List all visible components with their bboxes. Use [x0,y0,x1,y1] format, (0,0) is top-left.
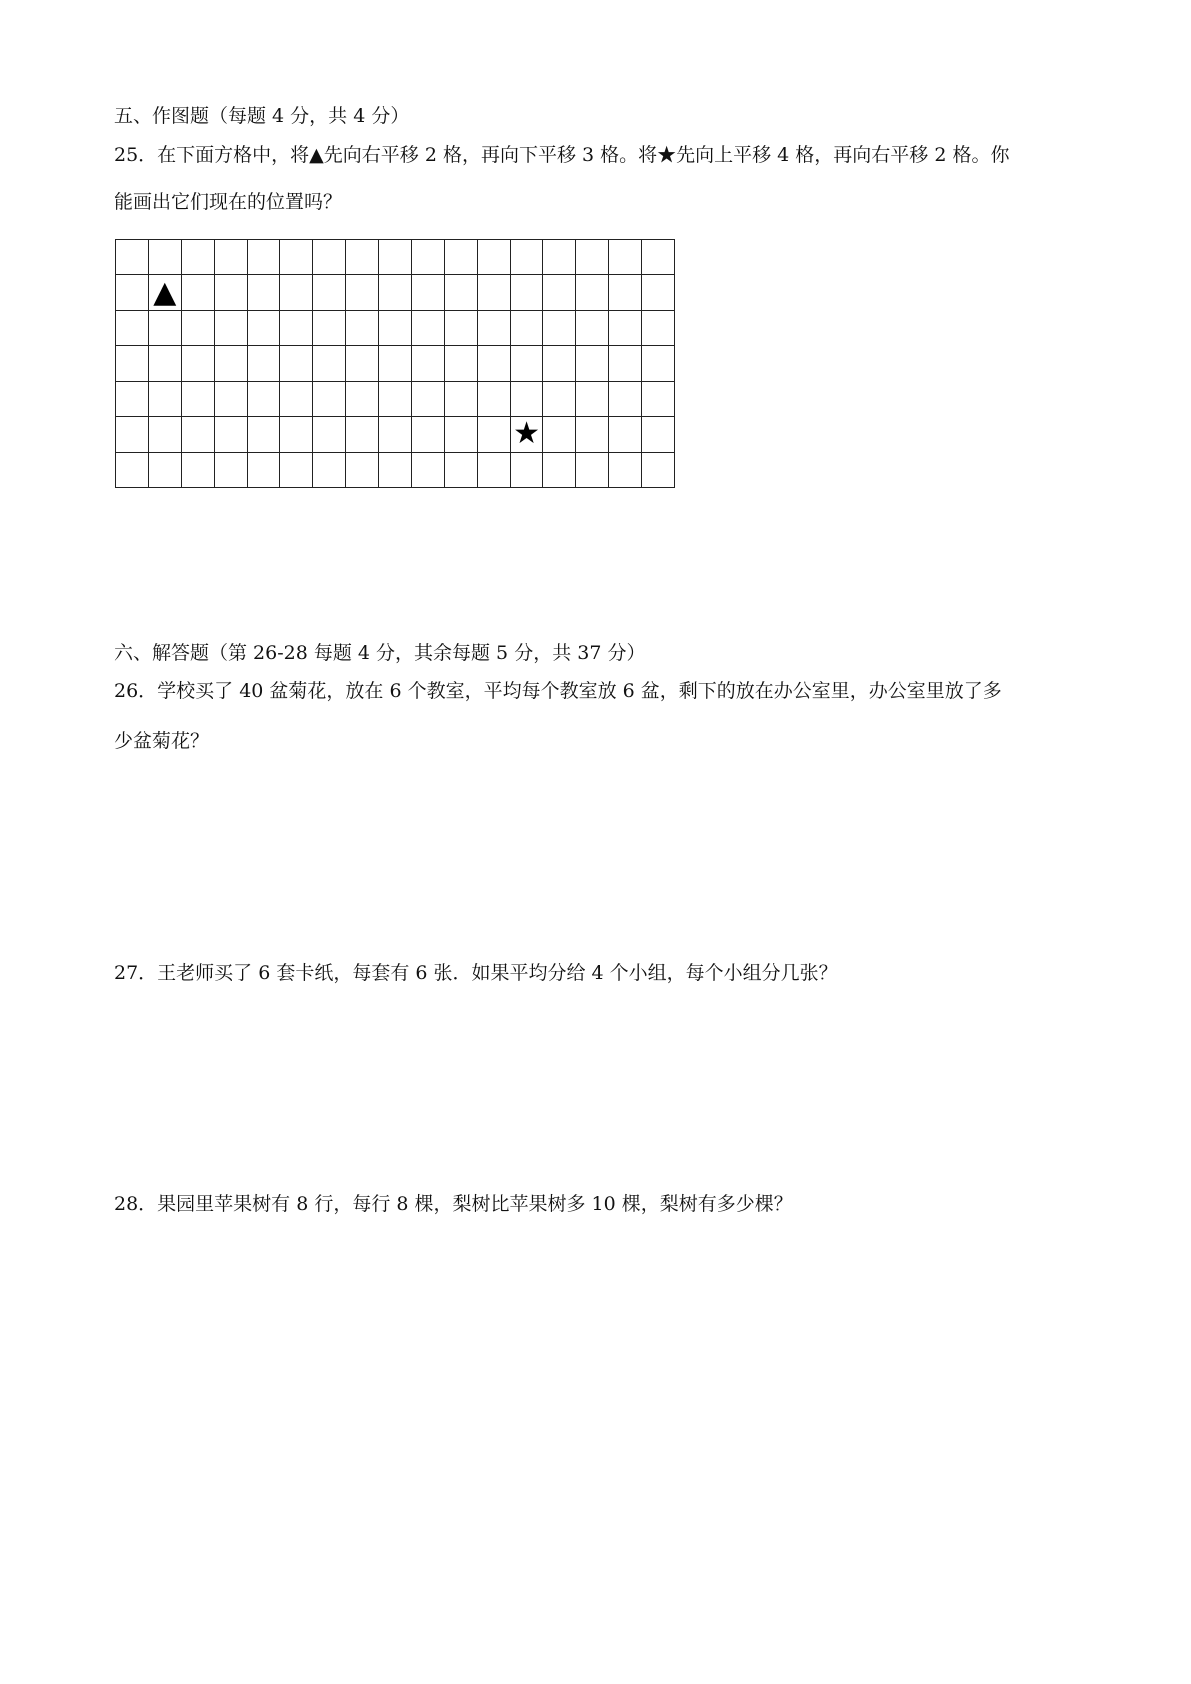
grid-cell[interactable] [280,311,313,346]
grid-cell[interactable] [346,311,379,346]
grid-cell[interactable] [511,417,544,452]
grid-cell[interactable] [609,275,642,310]
grid-cell[interactable] [576,311,609,346]
grid-cell[interactable] [215,275,248,310]
grid-cell[interactable] [412,346,445,381]
grid-cell[interactable] [478,453,511,488]
grid-cell[interactable] [445,275,478,310]
grid-cell[interactable] [346,240,379,275]
grid-cell[interactable] [116,346,149,381]
grid-cell[interactable] [543,311,576,346]
grid-cell[interactable] [511,240,544,275]
grid-cell[interactable] [478,311,511,346]
grid-cell[interactable] [346,346,379,381]
grid-cell[interactable] [478,346,511,381]
grid-cell[interactable] [511,275,544,310]
grid-cell[interactable] [445,417,478,452]
grid-cell[interactable] [511,382,544,417]
grid-cell[interactable] [248,417,281,452]
grid-cell[interactable] [642,346,675,381]
grid-cell[interactable] [445,453,478,488]
grid-cell[interactable] [280,453,313,488]
grid-cell[interactable] [642,240,675,275]
grid-cell[interactable] [149,240,182,275]
section-5-heading: 五、作图题（每题 4 分，共 4 分） [114,105,410,127]
grid-cell[interactable] [313,240,346,275]
grid-cell[interactable] [412,382,445,417]
grid-cell[interactable] [346,453,379,488]
star-shape: ★ [513,417,540,452]
grid-cell[interactable] [313,417,346,452]
grid-cell[interactable] [478,240,511,275]
grid-cell[interactable] [248,382,281,417]
grid-cell[interactable] [412,311,445,346]
grid-cell[interactable] [149,346,182,381]
grid-cell[interactable] [116,382,149,417]
grid-cell[interactable] [642,275,675,310]
question-27-text: 27．王老师买了 6 套卡纸，每套有 6 张．如果平均分给 4 个小组，每个小组分几张？ [114,962,838,984]
grid-cell[interactable] [215,346,248,381]
question-25-text-line-1: 25．在下面方格中，将▲先向右平移 2 格，再向下平移 3 格。将★先向上平移 4 格，再向右平移 2 格。你 [114,144,1010,166]
grid-cell[interactable] [609,346,642,381]
grid-cell[interactable] [248,346,281,381]
grid-cell[interactable] [215,453,248,488]
grid-cell[interactable] [280,346,313,381]
grid-cell[interactable] [576,382,609,417]
grid-cell[interactable] [149,453,182,488]
grid-cell[interactable] [379,240,412,275]
grid-cell[interactable] [116,275,149,310]
grid-cell[interactable] [248,275,281,310]
grid-cell[interactable] [445,346,478,381]
grid-cell[interactable] [149,311,182,346]
grid-cell[interactable] [609,311,642,346]
grid-cell[interactable] [182,240,215,275]
grid-cell[interactable] [280,240,313,275]
grid-cell[interactable] [412,453,445,488]
grid-cell[interactable] [248,311,281,346]
question-26-text-line-2: 少盆菊花？ [114,730,210,752]
grid-cell[interactable] [346,382,379,417]
grid-cell[interactable] [182,346,215,381]
grid-cell[interactable] [116,453,149,488]
grid-cell[interactable] [182,417,215,452]
question-26-text-line-1: 26．学校买了 40 盆菊花，放在 6 个教室，平均每个教室放 6 盆，剩下的放在办公室里，办公室里放了多 [114,680,1002,702]
grid-cell[interactable] [412,417,445,452]
grid-cell[interactable] [346,275,379,310]
grid-cell[interactable] [478,275,511,310]
grid-cell[interactable] [478,382,511,417]
grid-cell[interactable] [543,417,576,452]
grid-cell[interactable] [511,453,544,488]
section-6-heading: 六、解答题（第 26-28 每题 4 分，其余每题 5 分，共 37 分） [114,642,646,664]
grid-cell[interactable] [576,346,609,381]
grid-cell[interactable] [576,275,609,310]
grid-cell[interactable] [642,382,675,417]
question-28-text: 28．果园里苹果树有 8 行，每行 8 棵，梨树比苹果树多 10 棵，梨树有多少棵？ [114,1193,793,1215]
grid-cell[interactable] [248,240,281,275]
grid-cell[interactable] [116,311,149,346]
grid-cell[interactable] [379,346,412,381]
triangle-shape: ▲ [153,275,177,310]
grid-cell[interactable] [445,382,478,417]
grid-cell[interactable] [609,417,642,452]
grid-cell[interactable] [149,382,182,417]
grid-cell[interactable] [543,240,576,275]
grid-cell[interactable] [215,311,248,346]
grid-cell[interactable] [576,417,609,452]
grid-cell[interactable] [182,382,215,417]
grid-cell[interactable] [379,417,412,452]
grid-cell[interactable] [609,382,642,417]
grid-cell[interactable] [313,275,346,310]
drawing-grid[interactable] [115,239,675,488]
grid-cell[interactable] [248,453,281,488]
grid-cell[interactable] [576,453,609,488]
grid-cell[interactable] [543,382,576,417]
grid-cell[interactable] [478,417,511,452]
grid-cell[interactable] [511,346,544,381]
grid-cell[interactable] [215,240,248,275]
grid-cell[interactable] [313,346,346,381]
grid-cell[interactable] [379,453,412,488]
grid-cell[interactable] [609,453,642,488]
grid-cell[interactable] [280,417,313,452]
grid-cell[interactable] [642,417,675,452]
grid-cell[interactable] [313,311,346,346]
grid-cell[interactable] [313,453,346,488]
grid-cell[interactable] [543,453,576,488]
grid-cell[interactable] [511,311,544,346]
grid-cell[interactable] [280,275,313,310]
grid-cell[interactable] [379,311,412,346]
grid-cell[interactable] [215,417,248,452]
question-25-text-line-2: 能画出它们现在的位置吗？ [114,191,343,213]
grid-cell[interactable] [149,417,182,452]
grid-cell[interactable] [412,240,445,275]
grid-cell[interactable] [445,311,478,346]
grid-cell[interactable] [642,453,675,488]
grid-cell[interactable] [313,382,346,417]
grid-cell[interactable] [543,346,576,381]
grid-cell[interactable] [215,382,248,417]
grid-cell[interactable] [149,275,182,310]
grid-cell[interactable] [412,275,445,310]
grid-cell[interactable] [379,275,412,310]
grid-cell[interactable] [182,311,215,346]
grid-cell[interactable] [379,382,412,417]
grid-cell[interactable] [346,417,379,452]
grid-cell[interactable] [543,275,576,310]
grid-cell[interactable] [116,240,149,275]
grid-cell[interactable] [182,275,215,310]
grid-cell[interactable] [576,240,609,275]
grid-cell[interactable] [609,240,642,275]
grid-cell[interactable] [445,240,478,275]
grid-cell[interactable] [116,417,149,452]
grid-cell[interactable] [182,453,215,488]
grid-cell[interactable] [642,311,675,346]
grid-cell[interactable] [280,382,313,417]
